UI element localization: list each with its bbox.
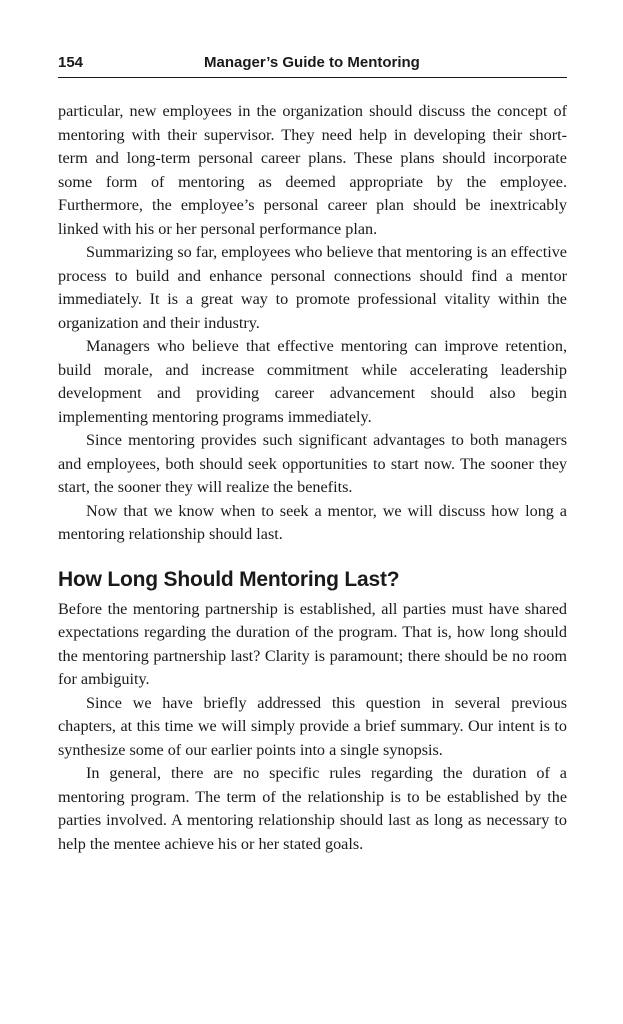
paragraph: Summarizing so far, employees who believe that mentoring is an effective process to build and enhance personal connections should find a mentor immediately. It is a great way to promote professional vitality within the organization and their industry.: [58, 243, 567, 332]
section-heading: How Long Should Mentoring Last?: [58, 567, 400, 591]
paragraph: In general, there are no specific rules regarding the duration of a mentoring program. The term of the relationship is to be established by the parties involved. A mentoring relationship should last as long as necessary to help the mentee achieve his or her stated goals.: [58, 764, 567, 853]
paragraph-continued: particular, new employees in the organization should discuss the concept of mentoring with their supervisor. They need help in developing their short-term and long-term personal career plans. These plans should incorporate some form of mentoring as deemed appropriate by the employee. Furthermore, the employee’s personal career plan should be inextricably linked with his or her personal performance plan.: [58, 102, 567, 238]
paragraph: Now that we know when to seek a mentor, we will discuss how long a mentoring relationship should last.: [58, 501, 567, 543]
paragraph: Before the mentoring partnership is established, all parties must have shared expectations regarding the duration of the program. That is, how long should the mentoring partnership last? Clarity is paramount; there should be no room for ambiguity.: [58, 599, 567, 688]
paragraph: Since mentoring provides such significant advantages to both managers and employees, both should seek opportunities to start now. The sooner they start, the sooner they will realize the benefits.: [58, 431, 567, 496]
paragraph: Managers who believe that effective mentoring can improve retention, build morale, and increase commitment while accelerating leadership development and providing career advancement should also begin implementing mentoring programs immediately.: [58, 337, 567, 426]
running-header: [58, 52, 567, 78]
book-page: [58, 52, 567, 856]
page-number: 154: [58, 54, 84, 71]
body-text: [58, 100, 567, 856]
paragraph: Since we have briefly addressed this question in several previous chapters, at this time we will simply provide a brief summary. Our intent is to synthesize some of our earlier points into a single synopsis.: [58, 693, 567, 759]
book-title: Manager’s Guide to Mentoring: [204, 54, 420, 71]
